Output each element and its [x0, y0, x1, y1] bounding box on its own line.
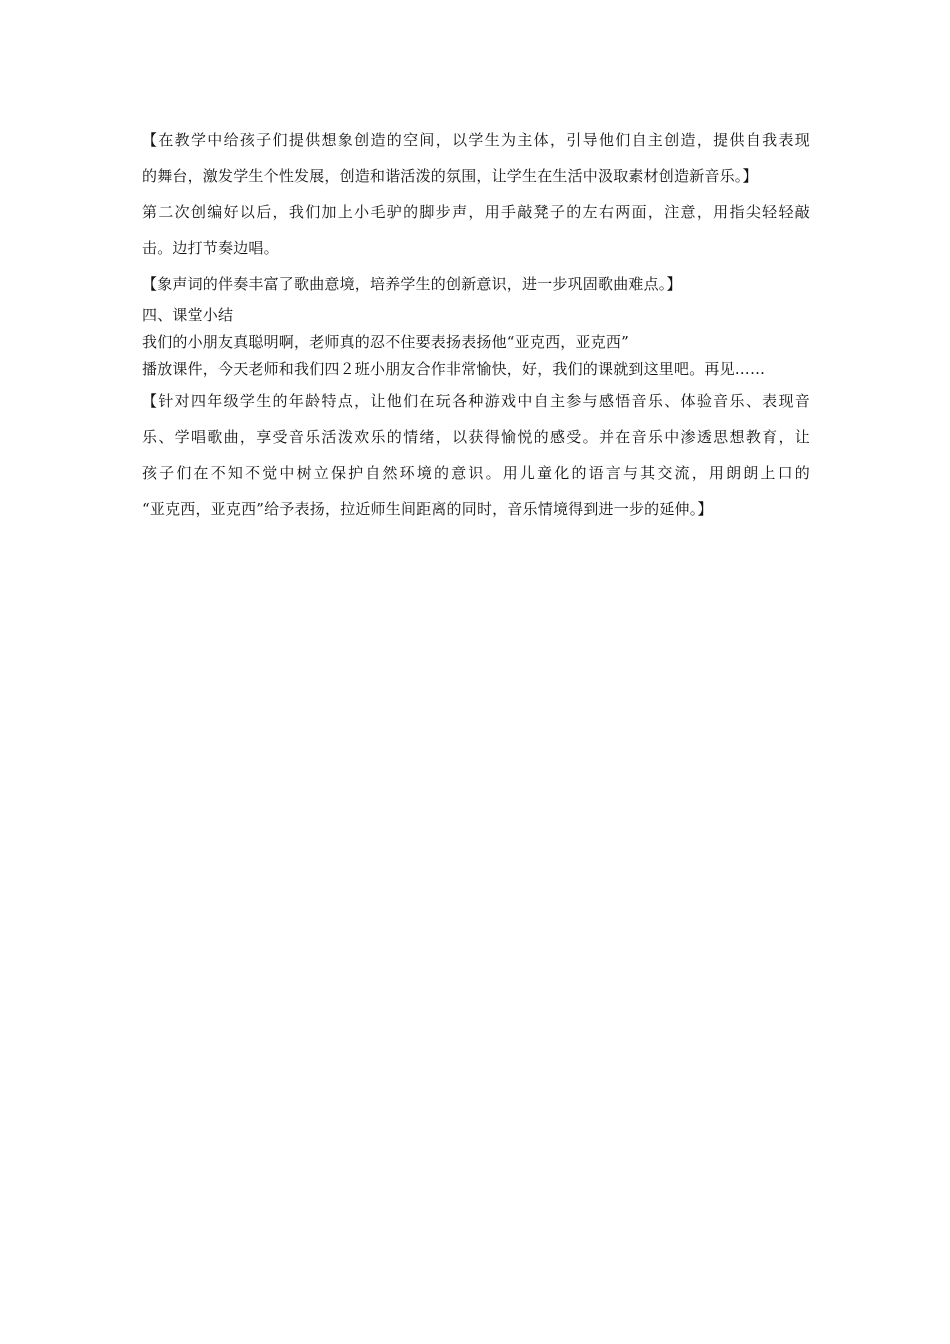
paragraph-line: 击。边打节奏边唱。 — [142, 239, 279, 257]
paragraph-line: 的舞台，激发学生个性发展，创造和谐活泼的氛围，让学生在生活中汲取素材创造新音乐。】 — [142, 167, 758, 185]
paragraph-line: 我们的小朋友真聪明啊，老师真的忍不住要表扬表扬他“亚克西，亚克西” — [142, 333, 629, 351]
paragraph-line: 乐、学唱歌曲，享受音乐活泼欢乐的情绪，以获得愉悦的感受。并在音乐中渗透思想教育，让 — [142, 428, 810, 446]
paragraph-line: 【象声词的伴奏丰富了歌曲意境，培养学生的创新意识，进一步巩固歌曲难点。】 — [142, 275, 682, 293]
paragraph-line: 播放课件，今天老师和我们四２班小朋友合作非常愉快，好，我们的课就到这里吧。再见…… — [142, 360, 766, 378]
paragraph-line: 孩子们在不知不觉中树立保护自然环境的意识。用儿童化的语言与其交流，用朗朗上口的 — [142, 464, 810, 482]
paragraph-line: 【针对四年级学生的年龄特点，让他们在玩各种游戏中自主参与感悟音乐、体验音乐、表现音 — [142, 392, 810, 410]
paragraph-line: “亚克西，亚克西”给予表扬，拉近师生间距离的同时，音乐情境得到进一步的延伸。】 — [142, 500, 713, 518]
paragraph-line: 【在教学中给孩子们提供想象创造的空间，以学生为主体，引导他们自主创造，提供自我表现 — [142, 131, 810, 149]
section-heading: 四、课堂小结 — [142, 306, 234, 324]
paragraph-line: 第二次创编好以后，我们加上小毛驴的脚步声，用手敲凳子的左右两面，注意，用指尖轻轻敲 — [142, 203, 810, 221]
document-body — [142, 122, 810, 527]
